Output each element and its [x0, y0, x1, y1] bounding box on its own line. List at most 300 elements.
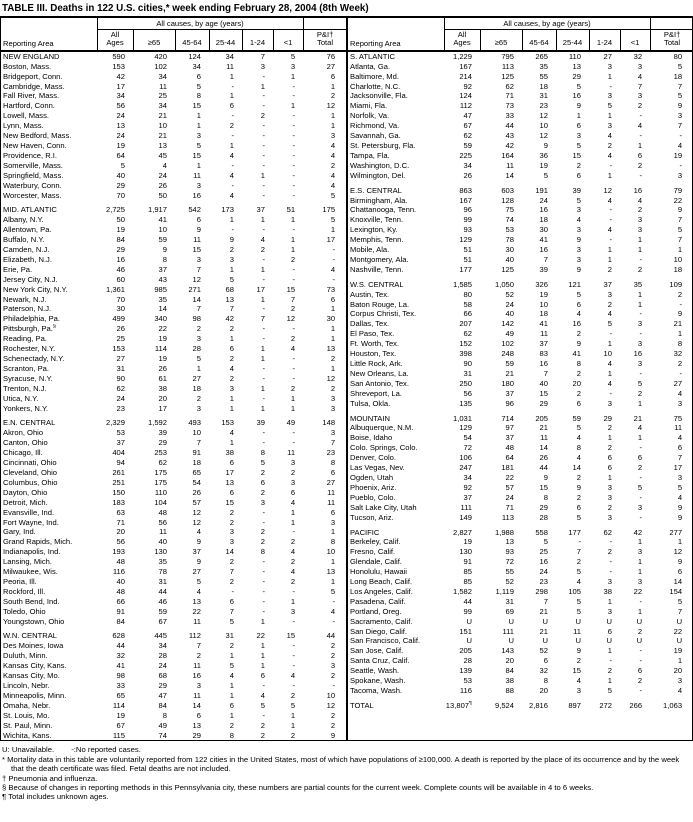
value-cell: 28 [539, 512, 548, 522]
value-cell: - [609, 537, 612, 547]
value-cell: 6 [607, 626, 612, 636]
reporting-area-cell: Tulsa, Okla. [350, 398, 391, 408]
value-cell: 6 [196, 71, 201, 81]
reporting-area-cell: Pasadena, Calif. [350, 596, 406, 606]
value-cell: 54 [463, 433, 472, 443]
value-cell: 4 [607, 195, 612, 205]
value-cell: 92 [463, 81, 472, 91]
value-cell: 1 [607, 433, 612, 443]
value-cell: 55 [539, 71, 548, 81]
value-cell: 12 [539, 111, 548, 121]
value-cell: - [262, 225, 265, 235]
value-cell: 19 [116, 710, 125, 720]
value-cell: 9 [196, 225, 201, 235]
value-cell: 56 [463, 388, 472, 398]
value-cell: 4 [229, 428, 234, 438]
value-cell: 91 [463, 557, 472, 567]
value-cell: 32 [673, 349, 683, 359]
city-row [1, 354, 347, 364]
value-cell: 6 [229, 458, 234, 468]
value-cell: 34 [158, 641, 167, 651]
value-cell: 5 [637, 482, 643, 492]
value-cell: 21 [539, 626, 548, 636]
value-cell: - [231, 160, 234, 170]
value-cell: 92 [463, 482, 472, 492]
reporting-area-cell: Duluth, Minn. [3, 651, 48, 661]
value-cell: 1 [637, 433, 643, 443]
value-cell: 67 [463, 121, 472, 131]
value-cell: - [609, 329, 612, 339]
value-cell: 9 [196, 557, 201, 567]
value-cell: U [636, 616, 643, 626]
value-cell: - [332, 681, 336, 690]
footnote-marker: * [2, 754, 8, 764]
reporting-area-cell: Scranton, Pa. [3, 363, 50, 373]
city-row [348, 483, 693, 493]
value-cell: 44 [539, 463, 548, 473]
value-cell: - [262, 373, 265, 383]
value-cell: 8 [229, 730, 234, 740]
value-cell: - [609, 557, 612, 567]
value-cell: 3 [290, 477, 296, 487]
reporting-area-cell: Hartford, Conn. [3, 101, 55, 111]
value-cell: 8 [196, 91, 201, 101]
value-cell: 39 [572, 185, 581, 195]
value-cell: 4 [576, 215, 581, 225]
city-row [348, 121, 693, 131]
value-cell: 3 [607, 91, 612, 101]
value-cell: 5 [576, 81, 581, 91]
value-cell: 12 [192, 517, 201, 527]
value-cell: 15 [572, 666, 581, 676]
value-cell: 23 [539, 101, 548, 111]
value-cell: 4 [677, 492, 683, 502]
value-cell: 34 [225, 51, 234, 61]
value-cell: - [292, 373, 296, 383]
value-cell: 22 [192, 606, 201, 616]
city-row [348, 646, 693, 656]
value-cell: 1 [290, 710, 296, 720]
reporting-area-cell: Savannah, Ga. [350, 131, 401, 141]
value-cell: 13 [225, 294, 234, 304]
city-row [348, 265, 693, 275]
value-cell: 125 [501, 71, 514, 81]
value-cell: - [292, 160, 296, 170]
value-cell: 29 [539, 398, 548, 408]
value-cell: 4 [260, 235, 265, 245]
reporting-area-cell: Akron, Ohio [3, 428, 44, 438]
value-cell: - [639, 329, 643, 339]
city-row [1, 141, 347, 151]
pi-total-header: P&I† Total [650, 30, 693, 51]
value-cell: 1,585 [452, 279, 472, 289]
reporting-area-cell: Canton, Ohio [3, 438, 48, 448]
value-cell: 7 [290, 294, 296, 304]
value-cell: 2 [607, 547, 612, 557]
value-cell: 1,031 [452, 413, 472, 423]
reporting-area-cell: Berkeley, Calif. [350, 537, 401, 547]
value-cell: 4 [290, 547, 296, 557]
value-cell: 11 [540, 433, 548, 443]
value-cell: 18 [539, 309, 548, 319]
value-cell: 3 [637, 577, 643, 587]
value-cell: 1,988 [494, 527, 514, 537]
value-cell: 52 [505, 577, 514, 587]
value-cell: 5 [637, 378, 643, 388]
value-cell: 110 [154, 487, 167, 497]
value-cell: 795 [501, 51, 514, 61]
value-cell: 3 [196, 334, 201, 344]
value-cell: 1 [229, 690, 234, 700]
value-cell: 2 [607, 423, 612, 433]
value-cell: 7 [196, 641, 201, 651]
value-cell: 2 [576, 492, 581, 502]
value-cell: - [609, 205, 612, 215]
value-cell: 26 [158, 363, 167, 373]
value-cell: 4 [607, 309, 612, 319]
value-cell: - [231, 131, 234, 141]
value-cell: 4 [229, 671, 234, 681]
value-cell: 863 [459, 185, 472, 195]
value-cell: 16 [539, 557, 548, 567]
value-cell: - [262, 576, 265, 586]
value-cell: 13 [326, 567, 336, 577]
value-cell: U [466, 616, 472, 626]
value-cell: 250 [459, 378, 472, 388]
value-cell: 9 [576, 235, 581, 245]
value-cell: 18 [192, 458, 201, 468]
value-cell: 2 [290, 304, 296, 314]
value-cell: 1 [229, 140, 234, 150]
value-cell: 14 [192, 294, 201, 304]
value-cell: - [332, 254, 336, 264]
reporting-area-cell: Salt Lake City, Utah [350, 502, 417, 512]
footnote [2, 745, 691, 754]
value-cell: 1 [330, 225, 336, 235]
value-cell: 2 [229, 354, 234, 363]
value-cell: 47 [158, 690, 167, 700]
value-cell: - [639, 254, 643, 264]
value-cell: 6 [607, 463, 612, 473]
value-cell: - [262, 710, 265, 720]
value-cell: 1 [330, 527, 336, 537]
value-cell: 14 [505, 170, 514, 180]
value-cell: 24 [158, 661, 167, 671]
value-cell: 1 [229, 681, 234, 690]
reporting-area-cell: W.S. CENTRAL [350, 279, 404, 289]
value-cell: 53 [116, 428, 125, 438]
reporting-area-cell: Colo. Springs, Colo. [350, 443, 418, 453]
value-cell: 177 [459, 264, 472, 274]
value-cell: 15 [539, 482, 548, 492]
value-cell: 16 [192, 190, 201, 200]
value-cell: 42 [505, 140, 514, 150]
value-cell: 31 [116, 363, 125, 373]
city-row [1, 527, 347, 537]
city-row [348, 101, 693, 111]
value-cell: 205 [535, 413, 548, 423]
value-cell: 40 [116, 576, 125, 586]
reporting-area-cell: Buffalo, N.Y. [3, 235, 45, 245]
value-cell: - [262, 131, 265, 141]
value-cell: 7 [677, 235, 683, 245]
value-cell: - [262, 428, 265, 438]
value-cell: 16 [116, 254, 125, 264]
value-cell: 1 [260, 344, 265, 354]
reporting-area-cell: San Antonio, Tex. [350, 378, 409, 388]
value-cell: 66 [463, 309, 472, 319]
value-cell: 60 [116, 274, 125, 284]
reporting-area-cell: Fort Wayne, Ind. [3, 517, 59, 527]
value-cell: 3 [637, 61, 643, 71]
value-cell: - [292, 651, 296, 661]
value-cell: 1 [607, 111, 612, 121]
city-row [1, 72, 347, 82]
value-cell: 6 [543, 656, 548, 666]
value-cell: 97 [505, 423, 514, 433]
footnote [2, 783, 691, 792]
value-cell: 6 [677, 443, 683, 453]
value-cell: 1 [290, 235, 296, 245]
value-cell: 2 [330, 671, 336, 681]
footnote-marker: ¶ [469, 700, 472, 707]
value-cell: 1 [260, 81, 265, 91]
value-cell: 13 [116, 121, 125, 131]
value-cell: 49 [286, 418, 296, 428]
value-cell: 37 [256, 205, 265, 215]
value-cell: 29 [192, 730, 201, 740]
value-cell: 44 [505, 121, 514, 131]
value-cell: 1 [260, 264, 265, 274]
value-cell: 1 [637, 299, 643, 309]
value-cell: 114 [154, 344, 167, 354]
reporting-area-cell: Kansas City, Kans. [3, 661, 67, 671]
value-cell: 5 [677, 596, 683, 606]
value-cell: - [262, 334, 265, 344]
value-cell: 14 [572, 463, 581, 473]
value-cell: 68 [158, 671, 167, 681]
value-cell: - [292, 354, 296, 363]
value-cell: - [639, 472, 643, 482]
region-total-row [348, 186, 693, 196]
value-cell: 2 [196, 324, 201, 334]
value-cell: 21 [158, 111, 167, 121]
value-cell: 420 [154, 51, 167, 61]
value-cell: 17 [158, 403, 167, 413]
value-cell: 2 [330, 651, 336, 661]
value-cell: 5 [196, 354, 201, 363]
value-cell: 42 [116, 71, 125, 81]
value-cell: - [609, 160, 612, 170]
value-cell: 1 [607, 596, 612, 606]
city-row [348, 91, 693, 101]
value-cell: 7 [229, 304, 234, 314]
value-cell: - [609, 656, 612, 666]
value-cell: 40 [539, 378, 548, 388]
city-row [348, 359, 693, 369]
value-cell: 2 [290, 254, 296, 264]
value-cell: 2 [330, 383, 336, 393]
value-cell: 4 [576, 453, 581, 463]
region-total-row [348, 280, 693, 290]
value-cell: 46 [116, 264, 125, 274]
value-cell: 193 [112, 547, 125, 557]
value-cell: - [262, 180, 265, 190]
reporting-area-cell: Reading, Pa. [3, 334, 47, 344]
value-cell: 6 [576, 502, 581, 512]
value-cell: 37 [463, 492, 472, 502]
value-cell: 2 [260, 730, 265, 740]
value-cell: 1,361 [105, 284, 125, 294]
value-cell: 2 [677, 359, 683, 368]
value-cell: 2 [290, 383, 296, 393]
value-cell: 3 [330, 131, 336, 141]
age-column-header: 1-24 [589, 30, 620, 51]
value-cell: - [292, 438, 296, 448]
value-cell: 152 [459, 339, 472, 349]
city-row [1, 547, 347, 557]
value-cell: 2 [637, 264, 643, 274]
value-cell: - [262, 438, 265, 448]
value-cell: 29 [603, 413, 612, 423]
value-cell: 5 [543, 170, 548, 180]
value-cell: 1 [607, 254, 612, 264]
city-row [348, 433, 693, 443]
value-cell: 265 [535, 51, 548, 61]
value-cell: 27 [116, 354, 125, 363]
value-cell: 1 [290, 71, 296, 81]
value-cell: 74 [505, 215, 514, 225]
value-cell: 22 [673, 195, 683, 205]
value-cell: - [679, 160, 683, 170]
value-cell: 16 [633, 185, 643, 195]
reporting-area-cell: Somerville, Mass. [3, 160, 63, 170]
pi-total-header: P&I† Total [303, 30, 347, 51]
city-row [348, 329, 693, 339]
value-cell: 1 [637, 537, 643, 547]
value-cell: 1 [260, 641, 265, 651]
value-cell: 10 [603, 349, 612, 359]
value-cell: 16 [539, 245, 548, 255]
reporting-area-cell: Milwaukee, Wis. [3, 567, 58, 577]
reporting-area-cell: Tucson, Ariz. [350, 512, 394, 522]
reporting-area-cell: Norfolk, Va. [350, 111, 390, 121]
value-cell: - [292, 586, 296, 596]
reporting-area-cell: Philadelphia, Pa. [3, 314, 60, 324]
reporting-area-cell: Schenectady, N.Y. [3, 354, 65, 363]
value-cell: 2 [607, 264, 612, 274]
value-cell: 7 [543, 368, 548, 378]
value-cell: 91 [192, 448, 201, 458]
value-cell: - [262, 190, 265, 200]
value-cell: 18 [539, 81, 548, 91]
value-cell: 41 [539, 235, 548, 245]
value-cell: - [639, 512, 643, 522]
value-cell: 3 [196, 403, 201, 413]
value-cell: 2,827 [452, 527, 472, 537]
value-cell: 13 [158, 140, 167, 150]
reporting-area-cell: Chicago, Ill. [3, 448, 43, 458]
city-row [348, 82, 693, 92]
value-cell: 5 [677, 61, 683, 71]
reporting-area-cell: Mobile, Ala. [350, 245, 390, 255]
value-cell: 3 [576, 131, 581, 141]
city-row [348, 557, 693, 567]
value-cell: 271 [188, 284, 201, 294]
value-cell: 3 [196, 681, 201, 690]
value-cell: 2,725 [105, 205, 125, 215]
value-cell: 340 [154, 314, 167, 324]
value-cell: 3 [196, 254, 201, 264]
city-row [348, 617, 693, 627]
value-cell: 11 [159, 81, 167, 91]
value-cell: 1 [290, 403, 296, 413]
reporting-area-cell: Des Moines, Iowa [3, 641, 64, 651]
city-row [1, 374, 347, 384]
reporting-area-cell: Boston, Mass. [3, 61, 52, 71]
value-cell: 130 [459, 547, 472, 557]
value-cell: 1 [330, 557, 336, 567]
city-row [1, 597, 347, 607]
value-cell: 5 [607, 319, 612, 329]
value-cell: 6 [229, 344, 234, 354]
value-cell: - [609, 81, 612, 91]
age-column-header: 25-44 [209, 30, 242, 51]
reporting-area-cell: Erie, Pa. [3, 264, 33, 274]
value-cell: 2 [637, 205, 643, 215]
value-cell: - [262, 586, 265, 596]
reporting-area-cell: Honolulu, Hawaii [350, 567, 407, 577]
value-cell: 1 [290, 517, 296, 527]
reporting-area-cell: Cambridge, Mass. [3, 81, 65, 91]
value-cell: U [676, 616, 683, 626]
value-cell: 2 [637, 463, 643, 473]
city-row [348, 537, 693, 547]
value-cell: 53 [505, 225, 514, 235]
value-cell: 4 [290, 567, 296, 577]
value-cell: - [231, 180, 234, 190]
value-cell: 2 [290, 537, 296, 547]
value-cell: 19 [673, 646, 683, 656]
value-cell: 7 [677, 606, 683, 616]
city-row [1, 508, 347, 518]
value-cell: 27 [603, 51, 612, 61]
value-cell: 4 [607, 378, 612, 388]
value-cell: 10 [539, 121, 548, 131]
value-cell: 38 [603, 586, 612, 596]
value-cell: 62 [463, 131, 472, 141]
value-cell: 1 [330, 324, 336, 334]
value-cell: 9 [677, 512, 683, 522]
reporting-area-cell: Wichita, Kans. [3, 730, 52, 740]
value-cell: 6 [330, 294, 336, 304]
value-cell: 5 [330, 215, 336, 225]
value-cell: 14 [225, 547, 234, 557]
value-cell: 20 [116, 527, 125, 537]
city-row [1, 324, 347, 334]
value-cell: 2 [607, 140, 612, 150]
value-cell: 25 [539, 547, 548, 557]
reporting-area-cell: Knoxville, Tenn. [350, 215, 404, 225]
value-cell: - [292, 170, 296, 180]
value-cell: - [679, 368, 683, 378]
value-cell: 7 [330, 438, 336, 448]
age-column-header: All Ages [97, 30, 133, 51]
value-cell: 4 [229, 190, 234, 200]
city-row [1, 191, 347, 201]
value-cell: 61 [158, 373, 167, 383]
value-cell: 1 [290, 720, 296, 730]
